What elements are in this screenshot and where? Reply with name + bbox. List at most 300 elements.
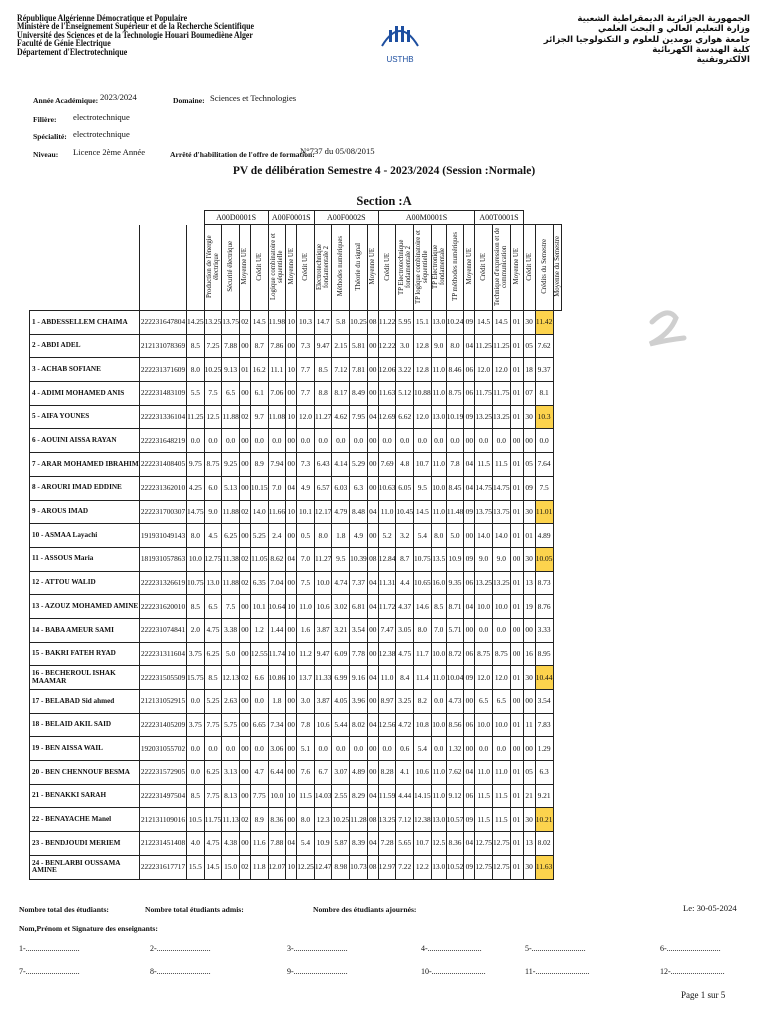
header-ar-line: كلية الهندسة الكهربائية <box>652 44 750 55</box>
grade-cell: 10 <box>286 666 297 690</box>
grade-cell: 11.0 <box>431 761 446 785</box>
grade-cell: 4.4 <box>396 571 414 595</box>
grade-cell: 3.05 <box>396 618 414 642</box>
grade-cell: 10.24 <box>446 311 464 335</box>
grade-cell: 00 <box>286 761 297 785</box>
semester-average: 6.3 <box>535 761 553 785</box>
grade-cell: 11.0 <box>297 595 315 619</box>
grade-cell: 7.8 <box>297 713 315 737</box>
grade-cell: 0.0 <box>187 737 205 761</box>
grade-cell: 00 <box>510 690 523 714</box>
grade-cell: 8.2 <box>414 690 432 714</box>
grade-cell: 16.0 <box>431 571 446 595</box>
column-header-label: Crédit UE <box>525 252 533 281</box>
grade-cell: 01 <box>510 334 523 358</box>
grade-cell: 5.44 <box>332 713 350 737</box>
grade-cell: 3.02 <box>332 595 350 619</box>
grade-cell: 8.5 <box>204 666 222 690</box>
student-matricule: 222231505509 <box>140 666 187 690</box>
grade-cell: 14.75 <box>492 476 510 500</box>
grade-cell: 10.86 <box>268 666 286 690</box>
grade-cell: 0.0 <box>475 737 493 761</box>
grade-cell: 0.0 <box>475 618 493 642</box>
column-header <box>553 225 561 311</box>
grade-cell: 00 <box>367 358 378 382</box>
grade-cell: 9.0 <box>492 547 510 571</box>
table-row <box>30 405 562 429</box>
semester-average: 9.21 <box>535 784 553 808</box>
student-matricule: 222231497504 <box>140 784 187 808</box>
domaine-label: Domaine: <box>173 96 205 105</box>
grade-cell: 04 <box>367 666 378 690</box>
grade-cell: 10.0 <box>431 642 446 666</box>
grade-cell: 02 <box>239 666 250 690</box>
grade-cell: 00 <box>464 737 475 761</box>
grade-cell: 14.0 <box>250 500 268 524</box>
grade-cell: 4.5 <box>204 524 222 548</box>
grade-cell: 00 <box>239 382 250 406</box>
deliberation-table <box>29 210 562 880</box>
grade-cell: 0.0 <box>350 737 368 761</box>
table-row <box>30 808 562 832</box>
grade-cell: 13.25 <box>204 311 222 335</box>
grade-cell: 04 <box>464 453 475 477</box>
column-header-row <box>30 225 562 311</box>
grade-cell: 5.8 <box>332 311 350 335</box>
logo-text: USTHB <box>386 55 414 64</box>
student-matricule: 222231362010 <box>140 476 187 500</box>
student-name: 1 - ABDESSELLEM CHAIMA <box>30 311 140 335</box>
signature-line: 7-........................... <box>19 967 80 976</box>
grade-cell: 00 <box>286 524 297 548</box>
grade-cell: 10.73 <box>350 855 368 879</box>
grade-cell: 00 <box>286 334 297 358</box>
grade-cell: 4.1 <box>396 761 414 785</box>
grade-cell: 2.0 <box>187 618 205 642</box>
grade-cell: 04 <box>464 334 475 358</box>
grade-cell: 9.47 <box>314 642 332 666</box>
grade-cell: 0.0 <box>378 429 396 453</box>
student-matricule: 222231700307 <box>140 500 187 524</box>
semester-average: 11.42 <box>535 311 553 335</box>
grade-cell: 04 <box>367 595 378 619</box>
grade-cell: 7.0 <box>431 618 446 642</box>
student-matricule: 222231408405 <box>140 453 187 477</box>
grade-cell: 8.75 <box>475 642 493 666</box>
grade-cell: 12.47 <box>314 855 332 879</box>
semester-average: 10.05 <box>535 547 553 571</box>
grade-cell: 00 <box>367 524 378 548</box>
semester-average: 8.1 <box>535 382 553 406</box>
table-row <box>30 690 562 714</box>
grade-cell: 12.2 <box>414 855 432 879</box>
grade-cell: 8.0 <box>314 524 332 548</box>
grade-cell: 6.5 <box>204 595 222 619</box>
student-matricule: 222231572905 <box>140 761 187 785</box>
grade-cell: 00 <box>239 642 250 666</box>
grade-cell: 12.8 <box>414 358 432 382</box>
grade-cell: 0.0 <box>222 429 240 453</box>
grade-cell: 13.25 <box>475 571 493 595</box>
grade-cell: 3.0 <box>297 690 315 714</box>
student-matricule: 181931057863 <box>140 547 187 571</box>
grade-cell: 8.29 <box>350 784 368 808</box>
table-row <box>30 358 562 382</box>
grade-cell: 5.0 <box>446 524 464 548</box>
grade-cell: 8.9 <box>250 808 268 832</box>
signature-line: 2-........................... <box>150 944 211 953</box>
grade-cell: 15.1 <box>414 311 432 335</box>
grade-cell: 9.0 <box>475 547 493 571</box>
grade-cell: 8.36 <box>268 808 286 832</box>
student-name: 23 - BENDJOUDI MERIEM <box>30 832 140 856</box>
grade-cell: 00 <box>286 618 297 642</box>
grade-cell: 11.7 <box>414 642 432 666</box>
grade-cell: 04 <box>464 761 475 785</box>
grade-cell: 00 <box>523 429 535 453</box>
grade-cell: 11.0 <box>431 382 446 406</box>
grade-cell: 0.0 <box>250 429 268 453</box>
grade-cell: 0.0 <box>204 429 222 453</box>
student-name: 13 - AZOUZ MOHAMED AMINE <box>30 595 140 619</box>
student-name: 24 - BENLARBI OUSSAMA AMINE <box>30 855 140 879</box>
grade-cell: 1.8 <box>332 524 350 548</box>
grade-cell: 12.25 <box>297 855 315 879</box>
grade-cell: 8.02 <box>350 713 368 737</box>
grade-cell: 3.75 <box>187 713 205 737</box>
semester-average: 3.54 <box>535 690 553 714</box>
grade-cell: 16 <box>523 642 535 666</box>
grade-cell: 5.12 <box>396 382 414 406</box>
grade-cell: 0.0 <box>492 618 510 642</box>
column-header-label: Production de l'énergie électrique <box>205 235 220 298</box>
grade-cell: 0.0 <box>250 690 268 714</box>
student-name: 9 - AROUS IMAD <box>30 500 140 524</box>
grade-cell: 11.2 <box>297 642 315 666</box>
grade-cell: 00 <box>239 761 250 785</box>
grade-cell: 8.46 <box>446 358 464 382</box>
column-header-label: Moyenne UE <box>513 248 521 285</box>
grade-cell: 01 <box>510 405 523 429</box>
grade-cell: 04 <box>367 832 378 856</box>
grade-cell: 7.5 <box>222 595 240 619</box>
grade-cell: 4.38 <box>222 832 240 856</box>
grade-cell: 10.0 <box>492 595 510 619</box>
grade-cell: 00 <box>239 476 250 500</box>
grade-cell: 10 <box>286 311 297 335</box>
grade-cell: 2.63 <box>222 690 240 714</box>
grade-cell: 5.1 <box>297 737 315 761</box>
grade-cell: 11.08 <box>268 405 286 429</box>
column-header-label: Crédits du Semestre <box>540 239 548 294</box>
grade-cell: 4.25 <box>187 476 205 500</box>
grade-cell: 18 <box>523 358 535 382</box>
grade-cell: 01 <box>510 808 523 832</box>
grade-cell: 7.6 <box>297 761 315 785</box>
grade-cell: 00 <box>239 334 250 358</box>
grade-cell: 11.63 <box>378 382 396 406</box>
grade-cell: 7.86 <box>268 334 286 358</box>
column-header <box>286 225 297 311</box>
grade-cell: 12.07 <box>268 855 286 879</box>
grade-cell: 11.0 <box>431 784 446 808</box>
grade-cell: 4.75 <box>204 832 222 856</box>
grade-cell: 00 <box>367 690 378 714</box>
grade-cell: 9.5 <box>414 476 432 500</box>
grade-cell: 3.96 <box>350 690 368 714</box>
grade-cell: 00 <box>286 429 297 453</box>
grade-cell: 7.95 <box>350 405 368 429</box>
grade-cell: 0.0 <box>492 737 510 761</box>
grade-cell: 11.25 <box>187 405 205 429</box>
grade-cell: 7.12 <box>396 808 414 832</box>
grade-cell: 4.9 <box>297 476 315 500</box>
grade-cell: 7.0 <box>297 547 315 571</box>
grade-cell: 00 <box>510 618 523 642</box>
grade-cell: 8.0 <box>187 524 205 548</box>
grade-cell: 01 <box>510 524 523 548</box>
column-header <box>431 225 446 311</box>
table-row <box>30 713 562 737</box>
grade-cell: 00 <box>367 642 378 666</box>
header-ar-line: الالكتروتقنية <box>696 55 750 66</box>
grade-cell: 13.25 <box>492 405 510 429</box>
grade-cell: 00 <box>523 737 535 761</box>
grade-cell: 7.69 <box>378 453 396 477</box>
grade-cell: 0.0 <box>314 429 332 453</box>
grade-cell: 7.5 <box>297 571 315 595</box>
column-header <box>510 225 523 311</box>
grade-cell: 19 <box>523 595 535 619</box>
semester-average: 8.76 <box>535 595 553 619</box>
student-matricule: 222231617717 <box>140 855 187 879</box>
grade-cell: 12.0 <box>475 358 493 382</box>
grade-cell: 6.7 <box>314 761 332 785</box>
grade-cell: 10.52 <box>446 855 464 879</box>
student-matricule: 222231371609 <box>140 358 187 382</box>
grade-cell: 11.1 <box>268 358 286 382</box>
grade-cell: 8.7 <box>396 547 414 571</box>
grade-cell: 00 <box>367 476 378 500</box>
grade-cell: 08 <box>367 547 378 571</box>
grade-cell: 3.87 <box>314 690 332 714</box>
grade-cell: 7.22 <box>396 855 414 879</box>
grade-cell: 11.5 <box>475 808 493 832</box>
grade-cell: 10.0 <box>475 595 493 619</box>
grade-cell: 14.5 <box>250 311 268 335</box>
grade-cell: 5.87 <box>332 832 350 856</box>
grade-cell: 11.5 <box>492 808 510 832</box>
grade-cell: 04 <box>286 476 297 500</box>
grade-cell: 6.81 <box>350 595 368 619</box>
grade-cell: 4.89 <box>350 761 368 785</box>
column-header-label: TP Electrotechnique fondamentale 2 <box>397 238 412 295</box>
grade-cell: 6.43 <box>314 453 332 477</box>
grade-cell: 5.0 <box>222 642 240 666</box>
column-header-label: Moyenne du Semestre <box>553 236 561 297</box>
grade-cell: 01 <box>510 453 523 477</box>
column-header-label: TP méthodes numériques <box>451 232 459 301</box>
grade-cell: 10.0 <box>187 547 205 571</box>
grade-cell: 7.34 <box>268 713 286 737</box>
grade-cell: 11.27 <box>314 405 332 429</box>
semester-average: 11.63 <box>535 855 553 879</box>
semester-average: 8.73 <box>535 571 553 595</box>
table-row <box>30 784 562 808</box>
semester-average: 7.62 <box>535 334 553 358</box>
semester-average: 10.3 <box>535 405 553 429</box>
grade-cell: 00 <box>239 690 250 714</box>
grade-cell: 04 <box>367 500 378 524</box>
domaine-value: Sciences et Technologies <box>210 93 297 103</box>
column-header <box>446 225 464 311</box>
student-name: 15 - BAKRI FATEH RYAD <box>30 642 140 666</box>
grade-cell: 09 <box>464 808 475 832</box>
grade-cell: 04 <box>367 713 378 737</box>
grade-cell: 8.28 <box>378 761 396 785</box>
grade-cell: 5.71 <box>446 618 464 642</box>
grade-cell: 10.75 <box>414 547 432 571</box>
grade-cell: 0.6 <box>396 737 414 761</box>
grade-cell: 14.5 <box>475 311 493 335</box>
semester-average: 4.89 <box>535 524 553 548</box>
column-header <box>367 225 378 311</box>
grade-cell: 12.0 <box>492 358 510 382</box>
grade-cell: 8.13 <box>222 784 240 808</box>
grade-cell: 13.25 <box>475 405 493 429</box>
grade-cell: 8.48 <box>350 500 368 524</box>
grade-cell: 12.75 <box>204 547 222 571</box>
signature-line: 5-........................... <box>525 944 586 953</box>
grade-cell: 4.79 <box>332 500 350 524</box>
grade-cell: 5.75 <box>222 713 240 737</box>
grade-cell: 6.62 <box>396 405 414 429</box>
grade-cell: 10 <box>286 358 297 382</box>
grade-cell: 10.6 <box>314 595 332 619</box>
grade-cell: 10.3 <box>297 311 315 335</box>
grade-cell: 0.0 <box>431 690 446 714</box>
grade-cell: 9.0 <box>204 500 222 524</box>
student-matricule: 222231074841 <box>140 618 187 642</box>
column-header-label: Sécurité électrique <box>227 241 235 292</box>
semester-average: 7.64 <box>535 453 553 477</box>
annee-label: Année Académique: <box>33 96 99 105</box>
student-name: 8 - AROURI IMAD EDDINE <box>30 476 140 500</box>
header-line: Faculté de Génie Electrique <box>17 38 111 49</box>
grade-cell: 7.3 <box>297 334 315 358</box>
grade-cell: 6.3 <box>350 476 368 500</box>
grade-cell: 12.69 <box>378 405 396 429</box>
signature-line: 1-........................... <box>19 944 80 953</box>
grade-cell: 7.7 <box>297 382 315 406</box>
grade-cell: 00 <box>239 737 250 761</box>
grade-cell: 11 <box>523 713 535 737</box>
grade-cell: 10.1 <box>297 500 315 524</box>
grade-cell: 00 <box>367 737 378 761</box>
semester-average: 8.95 <box>535 642 553 666</box>
grade-cell: 00 <box>286 737 297 761</box>
semester-average: 0.0 <box>535 429 553 453</box>
grade-cell: 4.75 <box>204 618 222 642</box>
grade-cell: 09 <box>464 405 475 429</box>
grade-cell: 11.0 <box>378 666 396 690</box>
grade-cell: 7.47 <box>378 618 396 642</box>
table-body <box>30 311 562 880</box>
grade-cell: 12.0 <box>492 666 510 690</box>
grade-cell: 8.5 <box>187 334 205 358</box>
signature-line: 8-........................... <box>150 967 211 976</box>
grade-cell: 9.75 <box>187 453 205 477</box>
grade-cell: 02 <box>239 855 250 879</box>
grade-cell: 6.1 <box>250 382 268 406</box>
grade-cell: 7.3 <box>297 453 315 477</box>
grade-cell: 11.5 <box>492 453 510 477</box>
student-matricule: 222231405209 <box>140 713 187 737</box>
student-name: 11 - ASSOUS Maria <box>30 547 140 571</box>
grade-cell: 01 <box>510 382 523 406</box>
grade-cell: 12.97 <box>378 855 396 879</box>
grade-cell: 10.45 <box>396 500 414 524</box>
page-number: Page 1 sur 5 <box>681 990 726 1000</box>
grade-cell: 06 <box>464 571 475 595</box>
grade-cell: 11.88 <box>222 405 240 429</box>
grade-cell: 0.0 <box>268 429 286 453</box>
grade-cell: 12.0 <box>297 405 315 429</box>
usthb-logo <box>378 16 422 66</box>
grade-cell: 3.06 <box>268 737 286 761</box>
grade-cell: 7.75 <box>204 713 222 737</box>
grade-cell: 00 <box>464 618 475 642</box>
grade-cell: 11.75 <box>204 808 222 832</box>
table-row <box>30 618 562 642</box>
grade-cell: 4.14 <box>332 453 350 477</box>
grade-cell: 11.5 <box>475 784 493 808</box>
student-name: 18 - BELAID AKIL SAID <box>30 713 140 737</box>
grade-cell: 00 <box>286 382 297 406</box>
grade-cell: 10.9 <box>446 547 464 571</box>
grade-cell: 11.33 <box>314 666 332 690</box>
grade-cell: 7.12 <box>332 358 350 382</box>
grade-cell: 10.0 <box>431 476 446 500</box>
grade-cell: 8.5 <box>187 595 205 619</box>
grade-cell: 01 <box>510 784 523 808</box>
student-matricule: 222231648219 <box>140 429 187 453</box>
grade-cell: 14.6 <box>414 595 432 619</box>
signature-line: 4-........................... <box>421 944 482 953</box>
grade-cell: 7.75 <box>204 784 222 808</box>
grade-cell: 10.1 <box>250 595 268 619</box>
grade-cell: 12.5 <box>204 405 222 429</box>
student-name: 20 - BEN CHENNOUF BESMA <box>30 761 140 785</box>
semester-average: 9.37 <box>535 358 553 382</box>
grade-cell: 8.49 <box>350 382 368 406</box>
column-header <box>350 225 368 311</box>
grade-cell: 7.81 <box>350 358 368 382</box>
grade-cell: 30 <box>523 311 535 335</box>
specialite-value: electrotechnique <box>73 129 130 139</box>
grade-cell: 01 <box>510 713 523 737</box>
grade-cell: 3.07 <box>332 761 350 785</box>
grade-cell: 00 <box>367 761 378 785</box>
grade-cell: 13.75 <box>492 500 510 524</box>
column-header-label: TP logique combinatoire et séquentielle <box>415 229 430 304</box>
student-name: 3 - ACHAB SOFIANE <box>30 358 140 382</box>
student-name: 2 - ABDI ADEL <box>30 334 140 358</box>
grade-cell: 6.5 <box>475 690 493 714</box>
grade-cell: 09 <box>464 666 475 690</box>
table-row <box>30 832 562 856</box>
grade-cell: 00 <box>510 737 523 761</box>
